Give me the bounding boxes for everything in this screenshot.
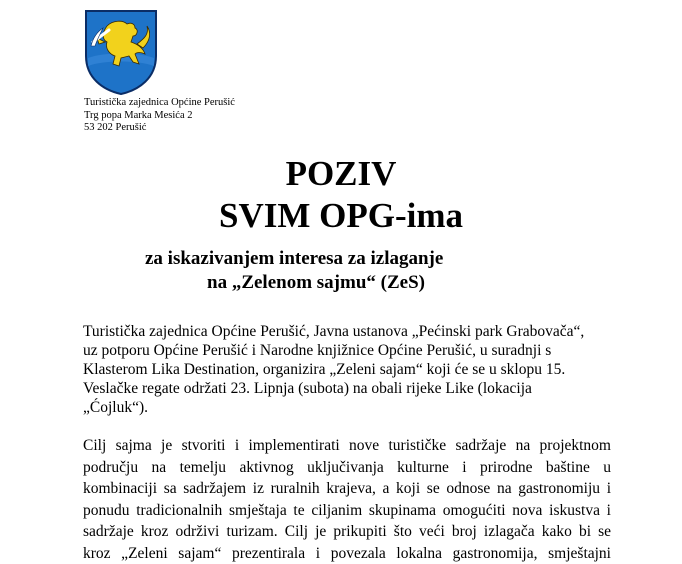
coat-of-arms-lion-icon bbox=[83, 8, 159, 96]
document-title-line2: SVIM OPG-ima bbox=[218, 196, 463, 235]
paragraph-line: „Ćojluk“). bbox=[83, 399, 148, 416]
paragraph-line: sadržaje kroz održivi turizam. Cilj je prikupiti što veći broj izlagača kako bi se bbox=[83, 523, 611, 540]
paragraph-goal bbox=[83, 435, 611, 564]
organization-address bbox=[84, 97, 235, 135]
paragraph-line: Cilj sajma je stvoriti i implementirati nove turističke sadržaje na projektnom bbox=[83, 437, 611, 454]
paragraph-line: kombinaciji sa sadržajem iz ruralnih krajeva, a koji se odnose na gastronomiju i bbox=[83, 480, 611, 497]
paragraph-line: Klasterom Lika Destination, organizira „Zeleni sajam“ koji će se u sklopu 15. bbox=[83, 361, 566, 378]
paragraph-intro bbox=[83, 322, 584, 417]
paragraph-line: Turistička zajednica Općine Perušić, Javna ustanova „Pećinski park Grabovača“, bbox=[83, 323, 585, 340]
document-subtitle-line2: na „Zelenom sajmu“ (ZeS) bbox=[207, 272, 425, 293]
paragraph-line: uz potporu Općine Perušić i Narodne knjižnice Općine Perušić, u suradnji s bbox=[83, 342, 552, 359]
paragraph-line: Veslačke regate održati 23. Lipnja (subota) na obali rijeke Like (lokacija bbox=[83, 380, 532, 397]
organization-street: Trg popa Marka Mesića 2 bbox=[84, 109, 193, 121]
paragraph-line: području na temelju aktivnog uključivanja kulturne i prirodne baštine u bbox=[83, 458, 611, 476]
organization-name: Turistička zajednica Općine Perušić bbox=[84, 97, 235, 108]
organization-city: 53 202 Perušić bbox=[84, 122, 147, 133]
paragraph-line: kroz „Zeleni sajam“ prezentirala i povezala lokalna gastronomija, smještajni bbox=[83, 544, 611, 562]
document-subtitle: za iskazivanjem interesa za izlaganje bbox=[145, 248, 444, 269]
document-title: POZIV bbox=[285, 154, 397, 193]
paragraph-line: ponudu tradicionalnih smještaja te ciljanim skupinama omogućiti nova iskustva i bbox=[83, 501, 611, 519]
